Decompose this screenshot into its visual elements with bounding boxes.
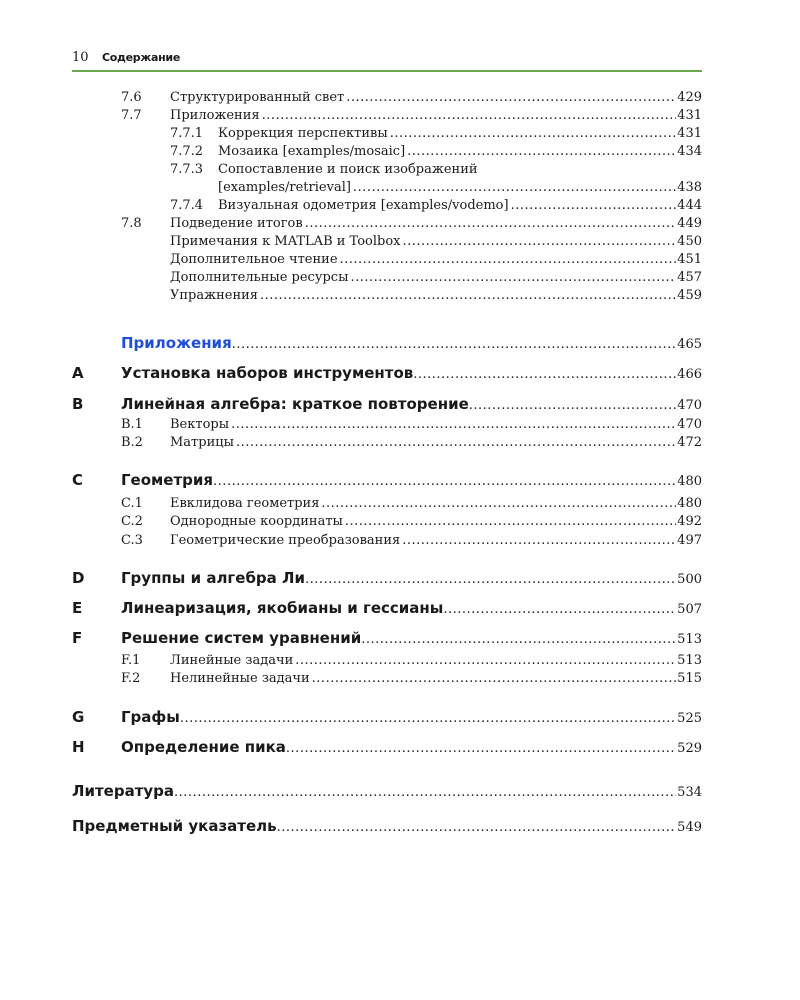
toc-entry[interactable] bbox=[170, 270, 702, 288]
toc-page: 434 bbox=[677, 144, 702, 159]
toc-title[interactable]: Сопоставление и поиск изображений bbox=[218, 162, 478, 177]
dot-leader bbox=[346, 90, 676, 105]
appendix-letter: D bbox=[72, 569, 85, 587]
toc-page: 451 bbox=[677, 252, 702, 267]
toc-entry[interactable] bbox=[170, 496, 702, 514]
toc-page: 459 bbox=[677, 288, 702, 303]
dot-leader bbox=[403, 234, 677, 249]
dot-leader bbox=[277, 820, 677, 835]
dot-leader bbox=[232, 337, 676, 352]
toc-entry[interactable] bbox=[170, 533, 702, 551]
toc-num: C.3 bbox=[121, 533, 143, 548]
dot-leader bbox=[390, 126, 676, 141]
dot-leader bbox=[231, 417, 676, 432]
toc-entry[interactable] bbox=[170, 108, 702, 126]
back-matter-title: Предметный указатель bbox=[72, 817, 277, 835]
toc-num: B.1 bbox=[121, 417, 143, 432]
toc-page: 431 bbox=[677, 126, 702, 141]
dot-leader bbox=[262, 108, 677, 123]
toc-entry[interactable] bbox=[170, 435, 702, 453]
appendix-letter: G bbox=[72, 708, 85, 726]
toc-entry[interactable] bbox=[170, 252, 702, 270]
toc-title: Коррекция перспективы bbox=[218, 126, 388, 141]
toc-page: 431 bbox=[677, 108, 702, 123]
dot-leader bbox=[321, 496, 676, 511]
toc-page: 529 bbox=[677, 741, 702, 756]
toc-page: 500 bbox=[677, 572, 702, 587]
toc-appendix[interactable] bbox=[121, 738, 702, 758]
toc-page: 492 bbox=[677, 514, 702, 529]
appendix-letter: H bbox=[72, 738, 85, 756]
toc-title: Подведение итогов bbox=[170, 216, 303, 231]
appendix-letter: A bbox=[72, 364, 84, 382]
appendix-letter: C bbox=[72, 471, 84, 489]
toc-num: B.2 bbox=[121, 435, 143, 450]
dot-leader bbox=[469, 398, 676, 413]
toc-num: C.2 bbox=[121, 514, 143, 529]
toc-entry[interactable] bbox=[218, 126, 702, 144]
toc-title: Нелинейные задачи bbox=[170, 671, 310, 686]
dot-leader bbox=[305, 572, 676, 587]
toc-page: 470 bbox=[677, 398, 702, 413]
running-title: Содержание bbox=[102, 51, 180, 64]
toc-num: 7.7.4 bbox=[170, 198, 204, 213]
toc-title: Векторы bbox=[170, 417, 230, 432]
dot-leader bbox=[213, 474, 676, 489]
dot-leader bbox=[340, 252, 677, 267]
toc-num: 7.7.3 bbox=[170, 162, 204, 177]
toc-appendix[interactable] bbox=[121, 471, 702, 491]
toc-page: 507 bbox=[677, 602, 702, 617]
toc-appendix[interactable] bbox=[121, 599, 702, 619]
toc-num: F.2 bbox=[121, 671, 141, 686]
toc-page: 525 bbox=[677, 711, 702, 726]
toc-title: Мозаика [examples/mosaic] bbox=[218, 144, 406, 159]
toc-appendix[interactable] bbox=[121, 708, 702, 728]
dot-leader bbox=[407, 144, 676, 159]
page-number: 10 bbox=[72, 50, 89, 65]
toc-page: 549 bbox=[677, 820, 702, 835]
dot-leader bbox=[402, 533, 676, 548]
toc-title: Матрицы bbox=[170, 435, 234, 450]
toc-page: 444 bbox=[677, 198, 702, 213]
appendix-title: Геометрия bbox=[121, 471, 214, 489]
toc-appendix[interactable] bbox=[121, 364, 702, 384]
toc-entry[interactable] bbox=[170, 216, 702, 234]
toc-page: 480 bbox=[677, 474, 702, 489]
dot-leader bbox=[295, 653, 676, 668]
toc-title-continued: [examples/retrieval] bbox=[218, 180, 351, 195]
toc-num: 7.7 bbox=[121, 108, 142, 123]
dot-leader bbox=[180, 711, 676, 726]
appendix-title: Решение систем уравнений bbox=[121, 629, 362, 647]
appendix-title: Группы и алгебра Ли bbox=[121, 569, 305, 587]
toc-num: 7.6 bbox=[121, 90, 142, 105]
toc-num: F.1 bbox=[121, 653, 141, 668]
header-rule bbox=[72, 70, 702, 72]
appendix-title: Определение пика bbox=[121, 738, 286, 756]
dot-leader bbox=[260, 288, 676, 303]
appendix-title: Линейная алгебра: краткое повторение bbox=[121, 395, 469, 413]
toc-page: 513 bbox=[677, 632, 702, 647]
toc-entry[interactable] bbox=[218, 180, 702, 198]
dot-leader bbox=[312, 671, 677, 686]
dot-leader bbox=[286, 741, 676, 756]
toc-bibliography[interactable] bbox=[72, 782, 702, 802]
toc-page: 470 bbox=[677, 417, 702, 432]
toc-page: 466 bbox=[677, 367, 702, 382]
appendix-title: Установка наборов инструментов bbox=[121, 364, 414, 382]
toc-title: Геометрические преобразования bbox=[170, 533, 401, 548]
toc-page: 450 bbox=[677, 234, 702, 249]
page-header bbox=[72, 50, 702, 70]
toc-entry[interactable] bbox=[218, 144, 702, 162]
appendix-letter: E bbox=[72, 599, 83, 617]
dot-leader bbox=[350, 270, 676, 285]
toc-title: Визуальная одометрия [examples/vodemo] bbox=[218, 198, 509, 213]
toc-title: Упражнения bbox=[170, 288, 258, 303]
toc-page: 465 bbox=[677, 337, 702, 352]
toc-page: 472 bbox=[677, 435, 702, 450]
toc-title: Линейные задачи bbox=[170, 653, 294, 668]
back-matter-title: Литература bbox=[72, 782, 175, 800]
toc-title: Дополнительное чтение bbox=[170, 252, 338, 267]
toc-page: 534 bbox=[677, 785, 702, 800]
toc-appendix[interactable] bbox=[121, 395, 702, 415]
toc-page: 438 bbox=[677, 180, 702, 195]
toc-title: Дополнительные ресурсы bbox=[170, 270, 349, 285]
toc-page: 457 bbox=[677, 270, 702, 285]
toc-title: Евклидова геометрия bbox=[170, 496, 320, 511]
appendix-title: Графы bbox=[121, 708, 180, 726]
toc-title: Однородные координаты bbox=[170, 514, 343, 529]
toc-page: 449 bbox=[677, 216, 702, 231]
toc-entry[interactable] bbox=[170, 417, 702, 435]
toc-entry[interactable] bbox=[170, 234, 702, 252]
appendix-letter: F bbox=[72, 629, 83, 647]
toc-title: Структурированный свет bbox=[170, 90, 345, 105]
toc-page: 515 bbox=[677, 671, 702, 686]
dot-leader bbox=[511, 198, 677, 213]
toc-page: 513 bbox=[677, 653, 702, 668]
toc-index[interactable] bbox=[72, 817, 702, 837]
toc-entry[interactable] bbox=[170, 288, 702, 306]
dot-leader bbox=[305, 216, 676, 231]
toc-appendix[interactable] bbox=[121, 629, 702, 649]
toc-entry[interactable] bbox=[170, 514, 702, 532]
toc-title: Примечания к MATLAB и Toolbox bbox=[170, 234, 401, 249]
toc-num: 7.8 bbox=[121, 216, 142, 231]
toc-appendix[interactable] bbox=[121, 569, 702, 589]
toc-num: C.1 bbox=[121, 496, 143, 511]
appendix-letter: B bbox=[72, 395, 84, 413]
dot-leader bbox=[345, 514, 676, 529]
appendix-title: Линеаризация, якобианы и гессианы bbox=[121, 599, 444, 617]
toc-page: 480 bbox=[677, 496, 702, 511]
dot-leader bbox=[174, 785, 676, 800]
toc-num: 7.7.1 bbox=[170, 126, 204, 141]
dot-leader bbox=[236, 435, 676, 450]
toc-entry[interactable] bbox=[170, 671, 702, 689]
toc-page: 497 bbox=[677, 533, 702, 548]
toc-num: 7.7.2 bbox=[170, 144, 204, 159]
toc-entry[interactable] bbox=[170, 90, 702, 108]
toc-title: Приложения bbox=[170, 108, 260, 123]
toc-entry[interactable] bbox=[170, 653, 702, 671]
dot-leader bbox=[361, 632, 676, 647]
dot-leader bbox=[413, 367, 676, 382]
appendices-title: Приложения bbox=[121, 334, 232, 352]
toc-entry[interactable] bbox=[218, 198, 702, 216]
toc-appendices-heading[interactable] bbox=[121, 334, 702, 354]
toc-page: 429 bbox=[677, 90, 702, 105]
dot-leader bbox=[353, 180, 676, 195]
dot-leader bbox=[443, 602, 676, 617]
